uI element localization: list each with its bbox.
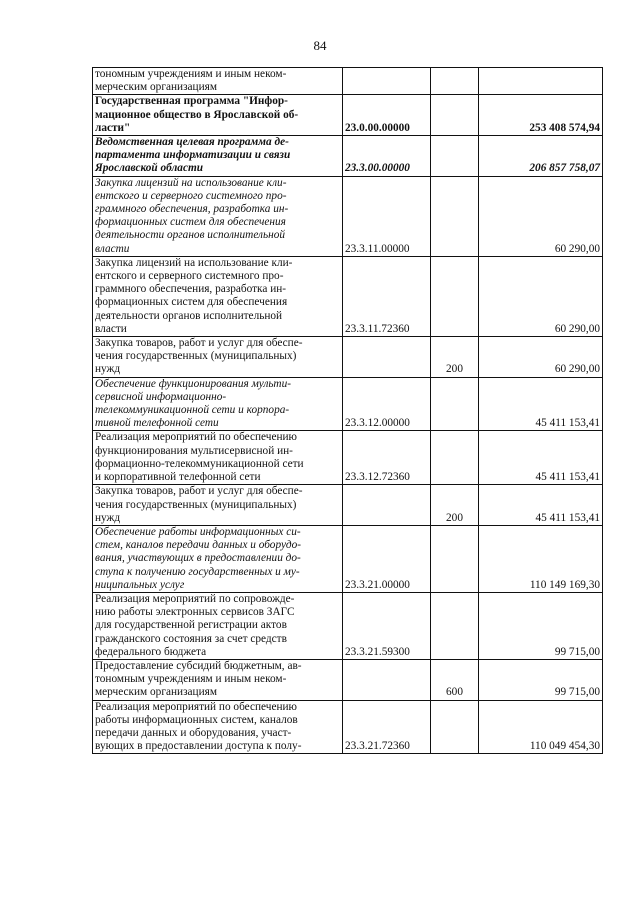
row-amount: 253 408 574,94 — [479, 95, 603, 136]
row-expense-type — [431, 95, 479, 136]
page-number: 84 — [313, 38, 327, 53]
row-name — [93, 431, 343, 485]
row-name — [93, 377, 343, 431]
row-code: 23.3.11.00000 — [343, 176, 431, 256]
row-name-line: ниципальных услуг — [95, 578, 185, 591]
row-code — [343, 659, 431, 700]
row-name-line: мерческим организациям — [95, 81, 217, 94]
row-amount: 206 857 758,07 — [479, 136, 603, 177]
row-name — [93, 525, 343, 592]
row-amount: 99 715,00 — [479, 659, 603, 700]
row-amount: 45 411 153,41 — [479, 485, 603, 526]
row-name — [93, 95, 343, 136]
row-name-line: Реализация мероприятий по обеспечению — [95, 700, 297, 713]
row-name-line: нужд — [95, 511, 121, 524]
row-code: 23.3.00.00000 — [343, 136, 431, 177]
table-row — [93, 485, 603, 526]
row-name-line: тономным учреждениям и иным неком- — [95, 68, 287, 80]
row-name — [93, 68, 343, 95]
row-name-line: и корпоративной телефонной сети — [95, 471, 261, 484]
row-name-line: Обеспечение функционирования мульти- — [95, 377, 291, 390]
row-name-line: Ярославской области — [95, 162, 204, 175]
row-name-line: мационное общество в Ярославской об- — [95, 108, 299, 121]
row-expense-type — [431, 136, 479, 177]
row-name-line: для государственной регистрации актов — [95, 619, 287, 632]
row-amount: 60 290,00 — [479, 256, 603, 336]
row-expense-type: 200 — [431, 337, 479, 378]
row-name-line: граммного обеспечения, разработка ин- — [95, 283, 287, 296]
row-expense-type: 200 — [431, 485, 479, 526]
table-row — [93, 176, 603, 256]
row-name-line: формационных систем для обеспечения — [95, 216, 286, 229]
row-amount — [479, 68, 603, 95]
row-code: 23.3.21.59300 — [343, 592, 431, 659]
row-amount: 110 149 169,30 — [479, 525, 603, 592]
row-expense-type — [431, 256, 479, 336]
table-row — [93, 337, 603, 378]
row-name-line: чения государственных (муниципальных) — [95, 350, 297, 363]
row-code: 23.0.00.00000 — [343, 95, 431, 136]
row-expense-type — [431, 525, 479, 592]
row-name-line: нию работы электронных сервисов ЗАГС — [95, 606, 295, 619]
table-row — [93, 256, 603, 336]
row-code: 23.3.12.72360 — [343, 431, 431, 485]
row-name-line: гражданского состояния за счет средств — [95, 632, 287, 645]
row-amount: 60 290,00 — [479, 176, 603, 256]
row-name-line: деятельности органов исполнительной — [95, 309, 283, 322]
row-name — [93, 700, 343, 754]
row-name — [93, 136, 343, 177]
row-amount: 60 290,00 — [479, 337, 603, 378]
row-name-line: телекоммуникационной сети и корпора- — [95, 404, 290, 417]
row-name-line: власти — [95, 242, 130, 255]
row-amount: 45 411 153,41 — [479, 431, 603, 485]
row-expense-type — [431, 700, 479, 754]
row-name-line: тивной телефонной сети — [95, 417, 219, 430]
row-name-line: функционирования мультисервисной ин- — [95, 444, 293, 457]
table-row — [93, 525, 603, 592]
row-name-line: формационно-телекоммуникационной сети — [95, 457, 304, 470]
row-name-line: Государственная программа "Инфор- — [95, 95, 288, 108]
row-name-line: Закупка товаров, работ и услуг для обеспе- — [95, 337, 303, 350]
row-name-line: чения государственных (муниципальных) — [95, 498, 297, 511]
row-expense-type — [431, 592, 479, 659]
row-amount: 45 411 153,41 — [479, 377, 603, 431]
row-name-line: федерального бюджета — [95, 645, 207, 658]
table-row — [93, 592, 603, 659]
row-name-line: Предоставление субсидий бюджетным, ав- — [95, 659, 302, 672]
row-name-line: Реализация мероприятий по сопровожде- — [95, 592, 295, 605]
row-code — [343, 68, 431, 95]
budget-table — [92, 67, 603, 754]
row-code — [343, 485, 431, 526]
row-name-line: граммного обеспечения, разработка ин- — [95, 203, 289, 216]
row-code: 23.3.21.72360 — [343, 700, 431, 754]
row-code: 23.3.21.00000 — [343, 525, 431, 592]
row-name — [93, 256, 343, 336]
row-name-line: Закупка товаров, работ и услуг для обеспе- — [95, 485, 303, 498]
row-name-line: передачи данных и оборудования, участ- — [95, 726, 292, 739]
row-name-line: вания, участвующих в предоставлении до- — [95, 552, 301, 565]
row-name-line: формационных систем для обеспечения — [95, 296, 288, 309]
table-row — [93, 95, 603, 136]
table-row — [93, 659, 603, 700]
row-name-line: ентского и серверного системного про- — [95, 270, 284, 283]
row-expense-type — [431, 431, 479, 485]
row-name-line: нужд — [95, 363, 121, 376]
row-name-line: ступа к получению государственных и му- — [95, 565, 300, 578]
row-code — [343, 337, 431, 378]
table-row — [93, 136, 603, 177]
row-name — [93, 337, 343, 378]
row-name-line: Реализация мероприятий по обеспечению — [95, 431, 297, 444]
row-name-line: мерческим организациям — [95, 686, 217, 699]
row-name-line: работы информационных систем, каналов — [95, 713, 298, 726]
table-row — [93, 68, 603, 95]
row-expense-type — [431, 377, 479, 431]
row-name-line: вующих в предоставлении доступа к полу- — [95, 740, 302, 753]
row-name — [93, 592, 343, 659]
row-name-line: стем, каналов передачи данных и оборудо- — [95, 539, 302, 552]
row-name-line: ласти" — [95, 121, 131, 134]
table-row — [93, 377, 603, 431]
row-expense-type — [431, 68, 479, 95]
row-name-line: деятельности органов исполнительной — [95, 229, 286, 242]
row-name — [93, 659, 343, 700]
row-name-line: Обеспечение работы информационных си- — [95, 525, 301, 538]
row-name-line: Закупка лицензий на использование кли- — [95, 176, 287, 189]
row-name-line: Ведомственная целевая программа де- — [95, 136, 289, 149]
row-name-line: партамента информатизации и связи — [95, 149, 291, 162]
row-name-line: власти — [95, 322, 127, 335]
budget-table-body — [93, 68, 603, 754]
row-expense-type: 600 — [431, 659, 479, 700]
row-code: 23.3.11.72360 — [343, 256, 431, 336]
row-name-line: ентского и серверного системного про- — [95, 189, 287, 202]
table-row — [93, 700, 603, 754]
row-name-line: тономным учреждениям и иным неком- — [95, 673, 287, 686]
row-amount: 99 715,00 — [479, 592, 603, 659]
row-name — [93, 485, 343, 526]
row-name-line: сервисной информационно- — [95, 390, 227, 403]
row-name-line: Закупка лицензий на использование кли- — [95, 256, 293, 269]
row-name — [93, 176, 343, 256]
row-code: 23.3.12.00000 — [343, 377, 431, 431]
row-expense-type — [431, 176, 479, 256]
row-amount: 110 049 454,30 — [479, 700, 603, 754]
table-row — [93, 431, 603, 485]
